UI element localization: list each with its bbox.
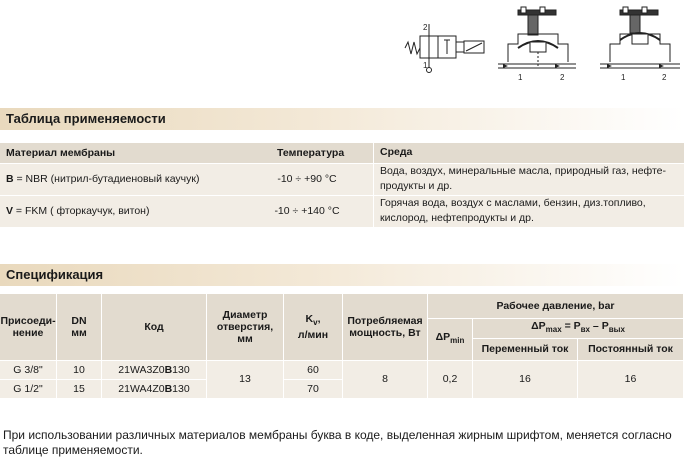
dn-cell: 10 [57, 360, 102, 379]
header-dpmax: $\Delta P_{max} = P_{вх} - P_{вых}$ [473, 318, 684, 338]
material-desc: = FKM ( фторкаучук, витон) [13, 205, 150, 217]
spec-table [0, 294, 684, 399]
medium-cell [374, 195, 684, 227]
valve-section-open [600, 7, 680, 68]
valve-diagrams [390, 4, 684, 84]
spec-section-header [0, 264, 684, 286]
valve-schematic-diagram [390, 4, 684, 84]
header-pressure: Рабочее давление, bar [428, 294, 684, 318]
port-label-1: 1 [423, 61, 428, 70]
header-ac: Переменный ток [473, 338, 578, 360]
table-row [0, 195, 684, 227]
table-row [0, 360, 684, 379]
power-cell: 8 [343, 360, 428, 398]
header-dpmin: $\Delta P_{min}$ [428, 318, 473, 360]
temperature-cell: -10 ÷ +90 °C [241, 163, 374, 195]
table-row [0, 163, 684, 195]
header-dn: DN мм [57, 294, 102, 360]
dpmin-cell: 0,2 [428, 360, 473, 398]
connection-cell: G 1/2" [0, 379, 57, 398]
material-desc: = NBR (нитрил-бутадиеновый каучук) [13, 173, 200, 185]
material-cell [0, 195, 241, 227]
dn-cell: 15 [57, 379, 102, 398]
applicability-table [0, 143, 684, 228]
kv-cell: 60 [284, 360, 343, 379]
code-cell: 21WA3Z0B130 [102, 360, 207, 379]
temperature-cell: -10 ÷ +140 °C [241, 195, 374, 227]
header-medium: Среда [374, 143, 684, 163]
medium-line-2: продукты и др. [380, 180, 453, 192]
left-valve-port-2: 2 [560, 73, 565, 82]
spec-header-row-1 [0, 294, 684, 318]
medium-line-2: кислород, нефтепродукты и др. [380, 212, 534, 224]
dc-cell: 16 [578, 360, 684, 398]
header-dc: Постоянный ток [578, 338, 684, 360]
left-valve-port-1: 1 [518, 73, 523, 82]
header-code: Код [102, 294, 207, 360]
iso-valve-symbol [405, 24, 484, 73]
medium-line-1: Вода, воздух, минеральные масла, природный газ, нефте- [380, 165, 666, 177]
header-diameter: Диаметр отверстия, мм [207, 294, 284, 360]
applicability-header-row [0, 143, 684, 163]
applicability-title: Таблица применяемости [6, 111, 166, 126]
diameter-cell: 13 [207, 360, 284, 398]
spec-title: Спецификация [6, 267, 104, 282]
right-valve-port-2: 2 [662, 73, 667, 82]
material-cell [0, 163, 241, 195]
port-label-2: 2 [423, 23, 428, 32]
code-cell: 21WA4Z0B130 [102, 379, 207, 398]
header-power: Потребляемая мощность, Вт [343, 294, 428, 360]
valve-section-closed [498, 7, 576, 68]
header-temperature: Температура [241, 143, 374, 163]
applicability-section-header [0, 108, 684, 130]
material-code: B [6, 173, 14, 185]
header-kv: $K_v$, л/мин [284, 294, 343, 360]
medium-cell [374, 163, 684, 195]
ac-cell: 16 [473, 360, 578, 398]
kv-cell: 70 [284, 379, 343, 398]
header-connection: Присоеди- нение [0, 294, 57, 360]
connection-cell: G 3/8" [0, 360, 57, 379]
header-material: Материал мембраны [0, 143, 241, 163]
right-valve-port-1: 1 [621, 73, 626, 82]
material-code: V [6, 205, 14, 217]
footnote: При использовании различных материалов мембраны буква в коде, выделенная жирным шрифтом, меняется согласно таблице применяемости. [3, 428, 672, 457]
medium-line-1: Горячая вода, воздух с маслами, бензин, диз.топливо, [380, 197, 646, 209]
